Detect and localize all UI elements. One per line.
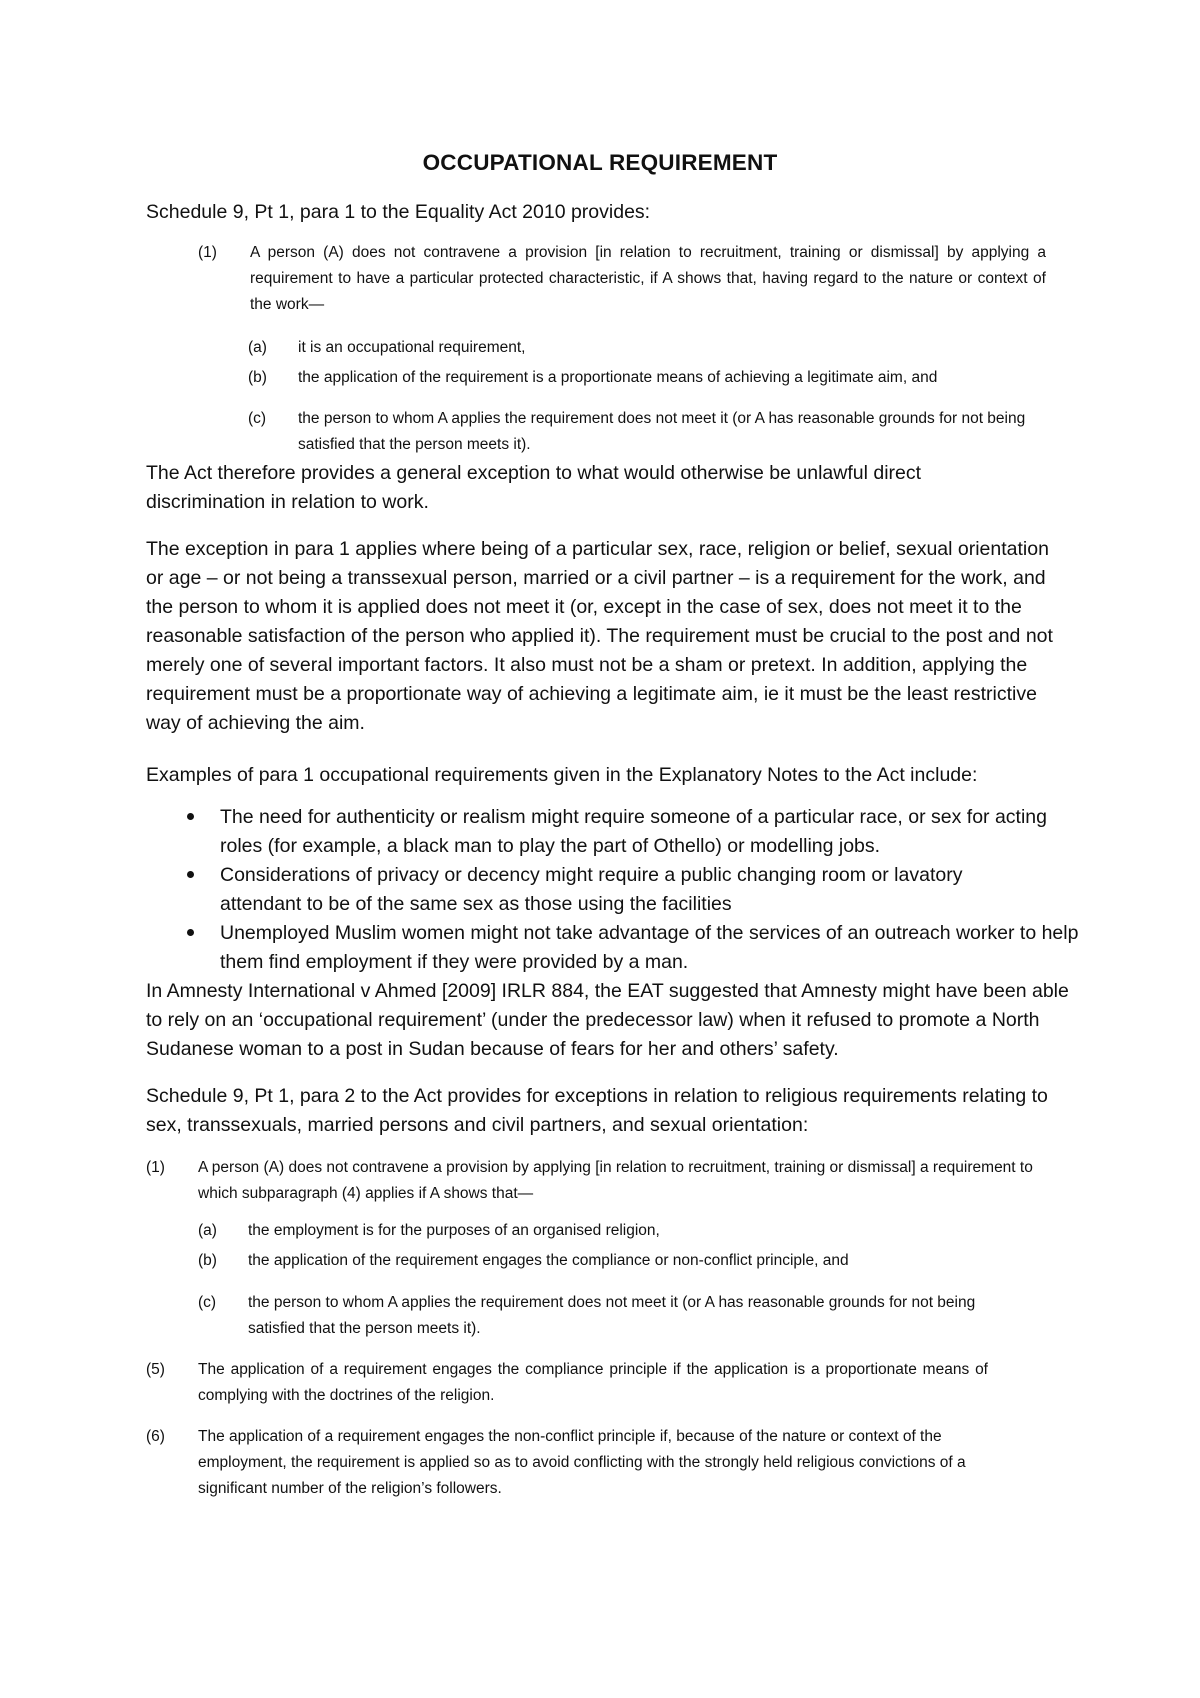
para2-item-a-label: (a): [198, 1222, 217, 1239]
para1-item-c-label: (c): [248, 410, 267, 427]
bullet-dot-icon: [187, 929, 194, 936]
para1-item-a-text: it is an occupational requirement,: [298, 339, 526, 356]
para1-item-c-text: the person to whom A applies the requirement does not meet it (or A has reasonable grounds for not being satisfied that the person meets it).: [298, 410, 1026, 453]
para2-sub5-text: The application of a requirement engages the compliance principle if the application is a proportionate means of complying with the doctrines of the religion.: [198, 1361, 988, 1404]
para1-item-a-label: (a): [248, 339, 267, 356]
para2-sub5-number: (5): [146, 1361, 165, 1378]
para1-item-b-label: (b): [248, 369, 267, 386]
example-item-1: The need for authenticity or realism might require someone of a particular race, or sex for acting roles (for example, a black man to play the part of Othello) or modelling jobs.: [220, 806, 1047, 857]
example-item-3: Unemployed Muslim women might not take advantage of the services of an outreach worker to help them find employment if they were provided by a man.: [220, 922, 1079, 973]
examples-intro: Examples of para 1 occupational requirements given in the Explanatory Notes to the Act include:: [146, 764, 978, 786]
page-title: OCCUPATIONAL REQUIREMENT: [422, 150, 778, 175]
para2-item-c-label: (c): [198, 1294, 217, 1311]
para2-sub1-number: (1): [146, 1159, 165, 1176]
bullet-dot-icon: [187, 871, 194, 878]
para1-item-b-text: the application of the requirement is a proportionate means of achieving a legitimate aim, and: [298, 369, 938, 386]
para2-item-b-label: (b): [198, 1252, 217, 1269]
exception-paragraph: The exception in para 1 applies where being of a particular sex, race, religion or belief, sexual orientation or age – or not being a transsexual person, married or a civil partner – is a requirement for the work, and the person to whom it is applied does not meet it (or, except in the case of sex, does not meet it to the reasonable satisfaction of the person who applied it). The requirement must be crucial to the post and not merely one of several important factors. It also must not be a sham or pretext. In addition, applying the requirement must be a proportionate way of achieving a legitimate aim, ie it must be the least restrictive way of achieving the aim.: [146, 538, 1053, 734]
para2-item-b-text: the application of the requirement engages the compliance or non-conflict principle, and: [248, 1252, 849, 1269]
intro-para2: Schedule 9, Pt 1, para 2 to the Act provides for exceptions in relation to religious requirements relating to sex, transsexuals, married persons and civil partners, and sexual orientation:: [146, 1085, 1048, 1136]
amnesty-case-paragraph: In Amnesty International v Ahmed [2009] IRLR 884, the EAT suggested that Amnesty might have been able to rely on an ‘occupational requirement’ (under the predecessor law) when it refused to promote a North Sudanese woman to a post in Sudan because of fears for her and others’ safety.: [146, 980, 1069, 1060]
example-item-2: Considerations of privacy or decency might require a public changing room or lavatory attendant to be of the same sex as those using the facilities: [220, 864, 963, 915]
para2-sub1-text: A person (A) does not contravene a provision by applying [in relation to recruitment, training or dismissal] a requirement to which subparagraph (4) applies if A shows that—: [198, 1159, 1033, 1202]
general-exception-paragraph: The Act therefore provides a general exception to what would otherwise be unlawful direct discrimination in relation to work.: [146, 462, 922, 513]
para2-sub6-text: The application of a requirement engages the non-conflict principle if, because of the nature or context of the employment, the requirement is applied so as to avoid conflicting with the strongly held religious convictions of a significant number of the religion’s followers.: [198, 1428, 966, 1497]
para2-item-c-text: the person to whom A applies the requirement does not meet it (or A has reasonable grounds for not being satisfied that the person meets it).: [248, 1294, 976, 1337]
intro-para1: Schedule 9, Pt 1, para 1 to the Equality Act 2010 provides:: [146, 201, 651, 223]
para2-item-a-text: the employment is for the purposes of an organised religion,: [248, 1222, 660, 1239]
para1-sub1-text: A person (A) does not contravene a provision [in relation to recruitment, training or dismissal] by applying a requirement to have a particular protected characteristic, if A shows that, having regard to the nature or context of the work—: [250, 244, 1046, 313]
para1-sub1-number: (1): [198, 244, 217, 261]
bullet-dot-icon: [187, 813, 194, 820]
para2-sub6-number: (6): [146, 1428, 165, 1445]
